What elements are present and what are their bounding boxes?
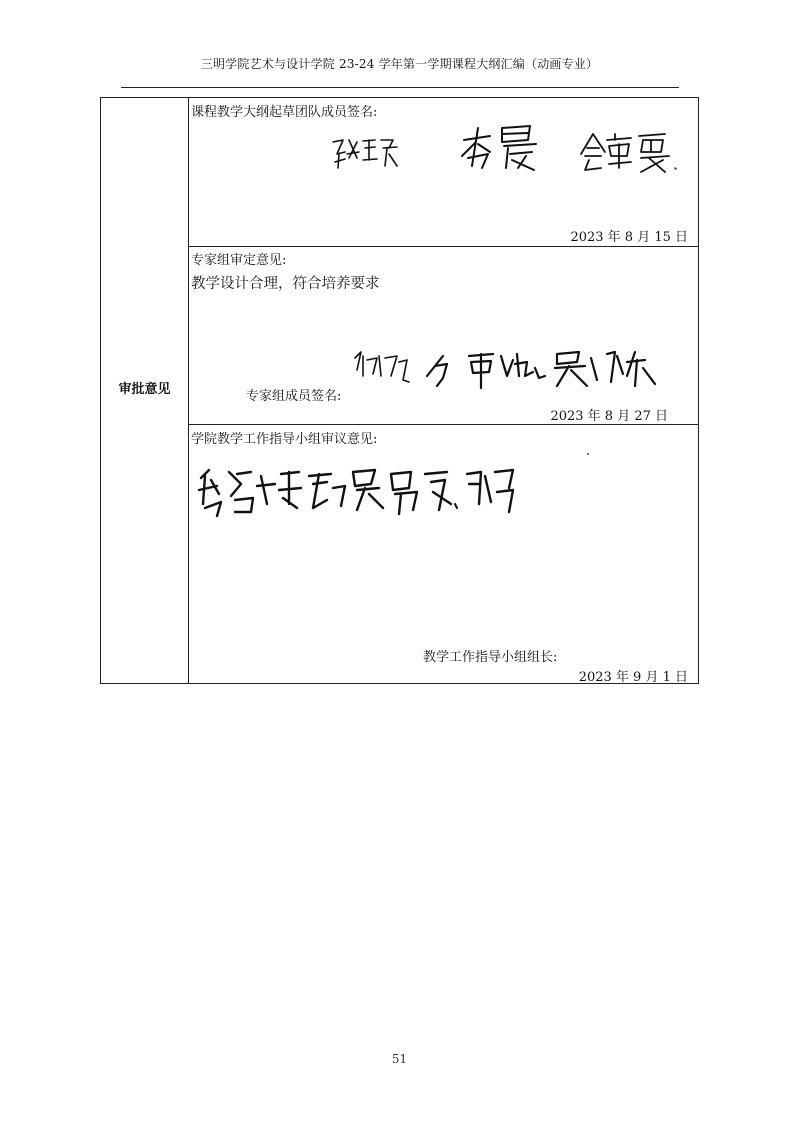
college-handwritten-opinion bbox=[195, 464, 525, 520]
page-header: 三明学院艺术与设计学院 23-24 学年第一学期课程大纲汇编（动画专业） bbox=[200, 57, 599, 71]
row-divider-2 bbox=[188, 424, 698, 425]
expert-review-opinion: 教学设计合理，符合培养要求 bbox=[191, 276, 380, 292]
college-review-date: 2023 年 9 月 1 日 bbox=[578, 670, 688, 685]
column-divider bbox=[188, 98, 189, 683]
signature-1 bbox=[329, 132, 401, 174]
approval-opinion-label: 审批意见 bbox=[118, 382, 171, 397]
signature-2 bbox=[456, 122, 541, 177]
drafting-team-title: 课程教学大纲起草团队成员签名: bbox=[191, 105, 378, 120]
expert-review-date: 2023 年 8 月 27 日 bbox=[550, 409, 668, 424]
expert-signatures bbox=[351, 346, 671, 394]
drafting-date: 2023 年 8 月 15 日 bbox=[570, 230, 688, 245]
expert-members-label: 专家组成员签名: bbox=[246, 389, 342, 404]
signature-3 bbox=[579, 128, 679, 176]
approval-table bbox=[100, 97, 699, 684]
expert-review-title: 专家组审定意见: bbox=[191, 253, 287, 268]
row-divider-1 bbox=[188, 246, 698, 247]
leader-label: 教学工作指导小组组长: bbox=[423, 650, 558, 665]
college-review-title: 学院教学工作指导小组审议意见: bbox=[191, 432, 378, 447]
decorative-dot bbox=[587, 453, 589, 455]
page-number: 51 bbox=[391, 1052, 408, 1066]
header-rule bbox=[121, 87, 679, 88]
